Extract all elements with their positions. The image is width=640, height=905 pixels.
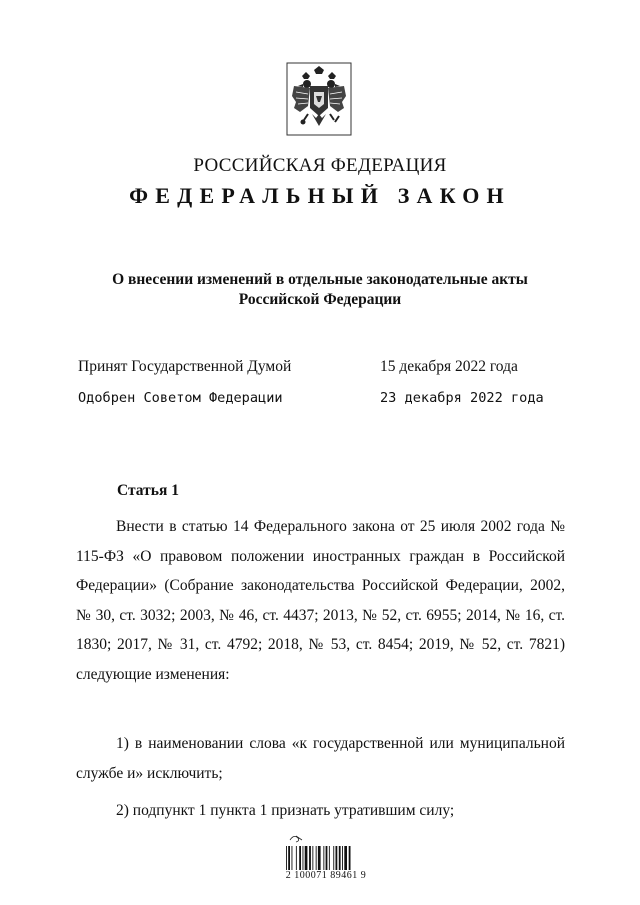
- barcode-number: 2 100071 89461 9: [285, 870, 367, 881]
- document-type-heading: ФЕДЕРАЛЬНЫЙ ЗАКОН: [129, 183, 511, 208]
- barcode-bars: [286, 846, 351, 870]
- article-paragraph: 1) в наименовании слова «к государственной или муниципальной службе и» исключить;: [76, 735, 565, 782]
- article-paragraph: Внести в статью 14 Федерального закона от 25 июля 2002 года № 115-ФЗ «О правовом положении иностранных граждан в Российской Федерации» (Собрание законодательства Российской Федерации, 2002, № 30, ст. 3032; 2003, № 46, ст. 4437; 2013, № 52, ст. 6955; 2014, № 16, ст. 1830; 2017, № 31, ст. 4792; 2018, № 53, ст. 8454; 2019, № 52, ст. 7821) следующие изменения:: [76, 518, 565, 683]
- country-name: РОССИЙСКАЯ ФЕДЕРАЦИЯ: [193, 155, 447, 176]
- law-title: [60, 270, 580, 310]
- council-approval-label: Одобрен Советом Федерации: [78, 390, 283, 406]
- duma-adoption-date: 15 декабря 2022 года: [380, 358, 518, 375]
- duma-adoption-label: Принят Государственной Думой: [78, 358, 292, 375]
- article-paragraph: 2) подпункт 1 пункта 1 признать утратившим силу;: [116, 802, 455, 819]
- article-heading: Статья 1: [117, 482, 179, 499]
- law-title-line-2: Российской Федерации: [238, 291, 402, 308]
- law-title-line-1: О внесении изменений в отдельные законодательные акты: [112, 271, 528, 288]
- council-approval-date: 23 декабря 2022 года: [380, 390, 544, 406]
- double-headed-eagle-emblem-icon: [286, 62, 352, 136]
